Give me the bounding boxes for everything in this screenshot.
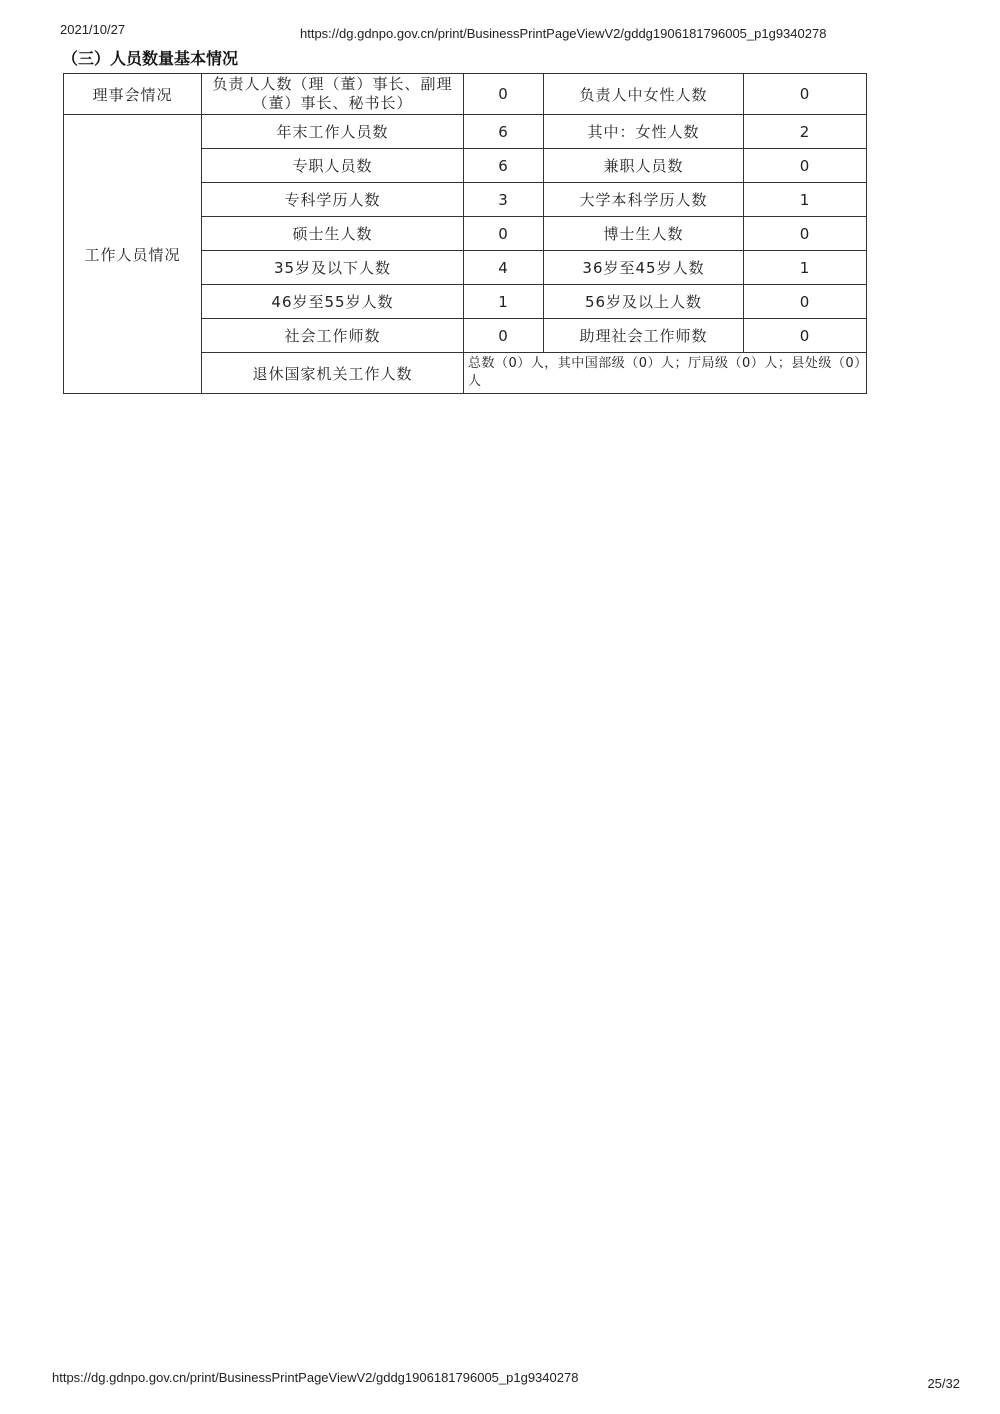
row-label-2: 其中：女性人数: [544, 115, 744, 149]
retired-label: 退休国家机关工作人数: [202, 353, 464, 394]
row-label-2: 博士生人数: [544, 217, 744, 251]
row-label: 46岁至55岁人数: [202, 285, 464, 319]
row-label: 35岁及以下人数: [202, 251, 464, 285]
row-label: 硕士生人数: [202, 217, 464, 251]
row-value-2: 0: [744, 285, 867, 319]
row-label-2: 36岁至45岁人数: [544, 251, 744, 285]
row-value: 6: [464, 149, 544, 183]
row-label-2: 助理社会工作师数: [544, 319, 744, 353]
board-leader-count-label: 负责人人数（理（董）事长、副理（董）事长、秘书长）: [202, 74, 464, 115]
row-value-2: 0: [744, 319, 867, 353]
row-label: 年末工作人员数: [202, 115, 464, 149]
row-value: 0: [464, 217, 544, 251]
row-value-2: 1: [744, 183, 867, 217]
board-female-count-label: 负责人中女性人数: [544, 74, 744, 115]
board-label: 理事会情况: [64, 74, 202, 115]
board-leader-count-value: 0: [464, 74, 544, 115]
page-number: 25/32: [927, 1376, 960, 1391]
footer-url: https://dg.gdnpo.gov.cn/print/BusinessPrintPageViewV2/gddg1906181796005_p1g9340278: [52, 1370, 579, 1385]
row-label: 社会工作师数: [202, 319, 464, 353]
board-row: [64, 74, 867, 115]
row-label: 专科学历人数: [202, 183, 464, 217]
row-value-2: 2: [744, 115, 867, 149]
row-label-2: 56岁及以上人数: [544, 285, 744, 319]
row-value: 4: [464, 251, 544, 285]
row-label-2: 大学本科学历人数: [544, 183, 744, 217]
row-value: 0: [464, 319, 544, 353]
row-value: 1: [464, 285, 544, 319]
row-value: 6: [464, 115, 544, 149]
row-value: 3: [464, 183, 544, 217]
staff-label: 工作人员情况: [64, 115, 202, 394]
row-label-2: 兼职人员数: [544, 149, 744, 183]
row-label: 专职人员数: [202, 149, 464, 183]
row-value-2: 0: [744, 217, 867, 251]
print-date: 2021/10/27: [60, 22, 126, 37]
table-row: [64, 115, 867, 149]
header-url: https://dg.gdnpo.gov.cn/print/BusinessPrintPageViewV2/gddg1906181796005_p1g9340278: [300, 26, 827, 41]
row-value-2: 1: [744, 251, 867, 285]
row-value-2: 0: [744, 149, 867, 183]
retired-value: 总数（0）人，其中国部级（0）人；厅局级（0）人；县处级（0）人: [464, 353, 867, 394]
personnel-table: [63, 73, 867, 394]
section-title: （三）人员数量基本情况: [62, 49, 239, 68]
board-female-count-value: 0: [744, 74, 867, 115]
